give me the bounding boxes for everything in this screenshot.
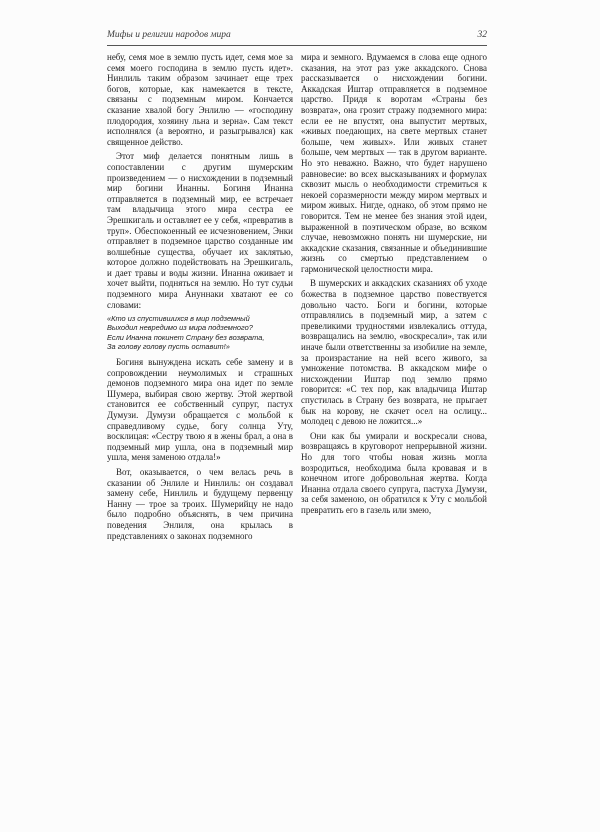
paragraph: Вот, оказывается, о чем велась речь в сказании об Энлиле и Нинлиль: он создавал замену себе, Нинлиль и будущему первенцу Нанну — трое за троих. Шумерийцу не надо было подробно объяснять, в чем причина поведения Энлиля, она крылась в представлениях о законах подземного [107,467,293,541]
paragraph: Они как бы умирали и воскресали снова, возвращаясь в круговорот непрерывной жизни. Но для того чтобы новая жизнь могла возродиться, необходима была кровавая и в конечном итоге добровольная жертва. Когда Инанна отдала своего супруга, пастуха Думузи, за себя заменою, он обратился к Уту с мольбой превратить его в газель или змею, [301,430,487,515]
right-column [301,52,487,520]
running-title: Мифы и религии народов мира [107,30,231,40]
verse-line: Если Инанна покинет Страну без возврата, [107,332,265,342]
page-number: 32 [477,30,487,40]
verse-quote [107,314,293,351]
left-column [107,52,293,545]
verse-line: За голову голову пусть оставит!» [107,341,230,351]
verse-line: Выходил невредимо из мира подземного? [107,323,253,333]
paragraph: мира и земного. Вдумаемся в слова еще одного сказания, на этот раз уже аккадского. Снова рассказывается о нисхождении богини. Аккадская Иштар отправляется в подземное царство. Придя к воротам «Страны без возврата», она грозит стражу подземного мира: если ее не впустят, она выпустит мертвых, «живых поедающих, на свете мертвых станет больше, чем живых». Или живых станет больше, чем мертвых — так в другом варианте. Но это неважно. Важно, что будет нарушено равновесие: во всех высказываниях и формулах сквозит мысль о необходимости стремиться к некоей соразмерности между миром мертвых и миром живых. Нигде, однако, об этом прямо не говорится. Тем не менее без знания этой идеи, выраженной в поэтическом образе, во всяком случае, невозможно понять ни шумерские, ни аккадские сказания, связанные и объединившие жизнь со смертью представлением о гармонической целостности мира. [301,52,487,274]
verse-line: «Кто из спустившихся в мир подземный [107,314,250,324]
paragraph: Этот миф делается понятным лишь в сопоставлении с другим шумерским произведением — о нисхождении в подземный мир богини Инанны. Богиня Инанна отправляется в подземный мир, ее встречает там владычица этого мира сестра ее Эрешкигаль и оставляет ее у себя, «превратив в труп». Обеспокоенный ее исчезновением, Энки отправляет в подземное царство созданные им волшебные существа, обучает их заклятью, которое должно подействовать на Эрешкигаль, и дает травы и воды жизни. Инанна оживает и хочет выйти, подняться на землю. Но тут судьи подземного мира Ануннаки хватают ее со словами: [107,151,293,310]
header-rule [107,45,487,46]
running-header [107,30,487,42]
paragraph: В шумерских и аккадских сказаниях об уходе божества в подземное царство повествуется довольно часто. Боги и богини, которые отправлялись в подземный мир, а затем с превеликими трудностями извлекались оттуда, возвращались на землю, «воскресали», так или иначе были ответственны за изобилие на земле, за произрастание на ней всего живого, за умножение потомства. В аккадском мифе о нисхождении Иштар под землю прямо говорится: «С тех пор, как владычица Иштар спустилась в Страну без возврата, не прыгает бык на корову, не скачет осел на ослицу... молодец с девою не ложится...» [301,278,487,427]
paragraph: небу, семя мое в землю пусть идет, семя мое за семя моего господина в землю пусть идет». Нинлиль таким образом зачинает еще трех богов, которые, как намекается в тексте, связаны с подземным миром. Кончается сказание хвалой богу Энлилю — «господину плодородия, хозяину льна и зерна». Сам текст исполнялся (а вероятно, и разыгрывался) как священное действо. [107,52,293,147]
paragraph: Богиня вынуждена искать себе замену и в сопровождении неумолимых и страшных демонов подземного мира она идет по земле Шумера, выбирая свою жертву. Этой жертвой становится ее собственный супруг, пастух Думузи. Думузи обращается с мольбой к справедливому судье, богу солнца Уту, восклицая: «Сестру твою я в жены брал, а она в подземный мир ушла, она в подземный мир ушла, меня заменою отдала!» [107,357,293,463]
